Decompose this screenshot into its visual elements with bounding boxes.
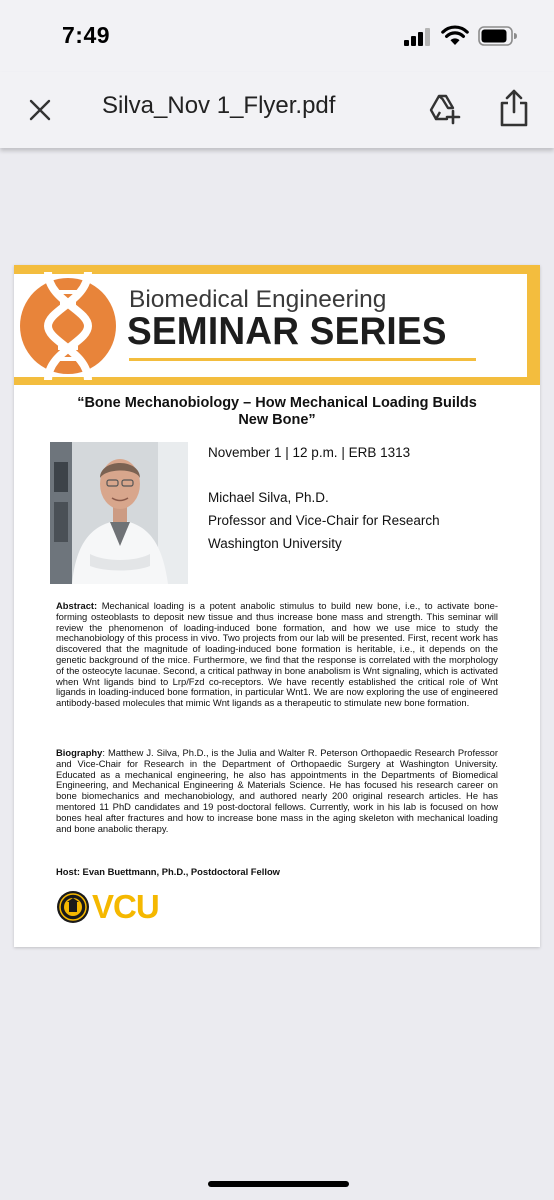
vcu-logo-text: VCU: [92, 888, 159, 925]
biography-label: Biography: [56, 747, 103, 758]
seminar-title: [14, 395, 540, 429]
close-button[interactable]: [24, 94, 56, 126]
biography-paragraph: [56, 748, 498, 834]
speaker-photo: [50, 442, 188, 584]
add-to-drive-button[interactable]: [426, 92, 462, 128]
speaker-name: Michael Silva, Ph.D.: [208, 490, 329, 505]
banner-line-1: Biomedical Engineering: [129, 286, 387, 313]
home-indicator[interactable]: [208, 1181, 349, 1187]
speaker-position: Professor and Vice-Chair for Research: [208, 513, 440, 528]
share-button[interactable]: [497, 88, 531, 128]
abstract-paragraph: [56, 601, 498, 709]
dna-logo-icon: [18, 270, 121, 380]
close-icon: [29, 99, 51, 121]
share-icon: [497, 88, 531, 128]
pdf-page: [14, 265, 540, 947]
seminar-title-line-2: New Bone”: [238, 412, 316, 428]
vcu-logo: [56, 889, 159, 925]
battery-icon: [478, 26, 518, 46]
status-bar: [0, 0, 554, 72]
pdf-viewer-toolbar: [0, 72, 554, 148]
speaker-institution: Washington University: [208, 536, 342, 551]
add-to-drive-icon: [426, 92, 462, 128]
signal-icon: [404, 28, 432, 46]
host-line: Host: Evan Buettmann, Ph.D., Postdoctoral Fellow: [56, 866, 280, 877]
abstract-text: Mechanical loading is a potent anabolic stimulus to build new bone, i.e., to activate bone-forming osteoblasts to deposit new tissue and thus increase bone mass and strength. This seminar will review the phenomenon of loading-induced bone formation, and how we use mice to study the mechanobiology of this process in vivo. Two projects from our lab will be presented. First, recent work has discovered that the magnitude of loading-induced bone formation is heritable, i.e., it depends on the genetic background of the mice. Furthermore, we find that the response is correlated with the morphology of the osteocyte lacunae. Second, a critical pathway in bone anabolism is Wnt signaling, which is activated when Wnt ligands bind to Lrp/Fzd co-receptors. We have recently established the critical role of Wnt ligands in loading-induced bone formation, in particular Wnt1. We are now exploring the use of engineered antibody-based molecules that mimic Wnt ligands as a therapeutic to stimulate new bone formation.: [56, 600, 498, 709]
vcu-seal-icon: [56, 890, 90, 924]
biography-text: : Matthew J. Silva, Ph.D., is the Julia and Walter R. Peterson Orthopaedic Research Professor and Vice-Chair for Research in the Department of Orthopaedic Surgery at Washington University. Educated as a mechanical engineering, he also has appointments in the Departments of Biomedical Engineering, and Mechanical Engineering & Materials Science. He has focused his research career on bone biomechanics and mechanobiology, and authored nearly 200 original research articles. He has mentored 11 PhD candidates and 19 post-doctoral fellows. Currently, work in his lab is focused on how bones heal after fractures and how to increase bone mass in the aging skeleton with mechanical loading and bone anabolic therapy.: [56, 747, 498, 834]
banner-line-2: SEMINAR SERIES: [127, 310, 447, 353]
event-details: November 1 | 12 p.m. | ERB 1313: [208, 445, 411, 460]
seminar-banner: [14, 265, 540, 385]
wifi-icon: [441, 24, 469, 46]
status-time: 7:49: [62, 22, 111, 48]
abstract-label: Abstract:: [56, 600, 98, 611]
seminar-title-line-1: “Bone Mechanobiology – How Mechanical Loading Builds: [77, 395, 477, 411]
document-title: Silva_Nov 1_Flyer.pdf: [102, 92, 336, 119]
banner-underline: [129, 358, 476, 361]
